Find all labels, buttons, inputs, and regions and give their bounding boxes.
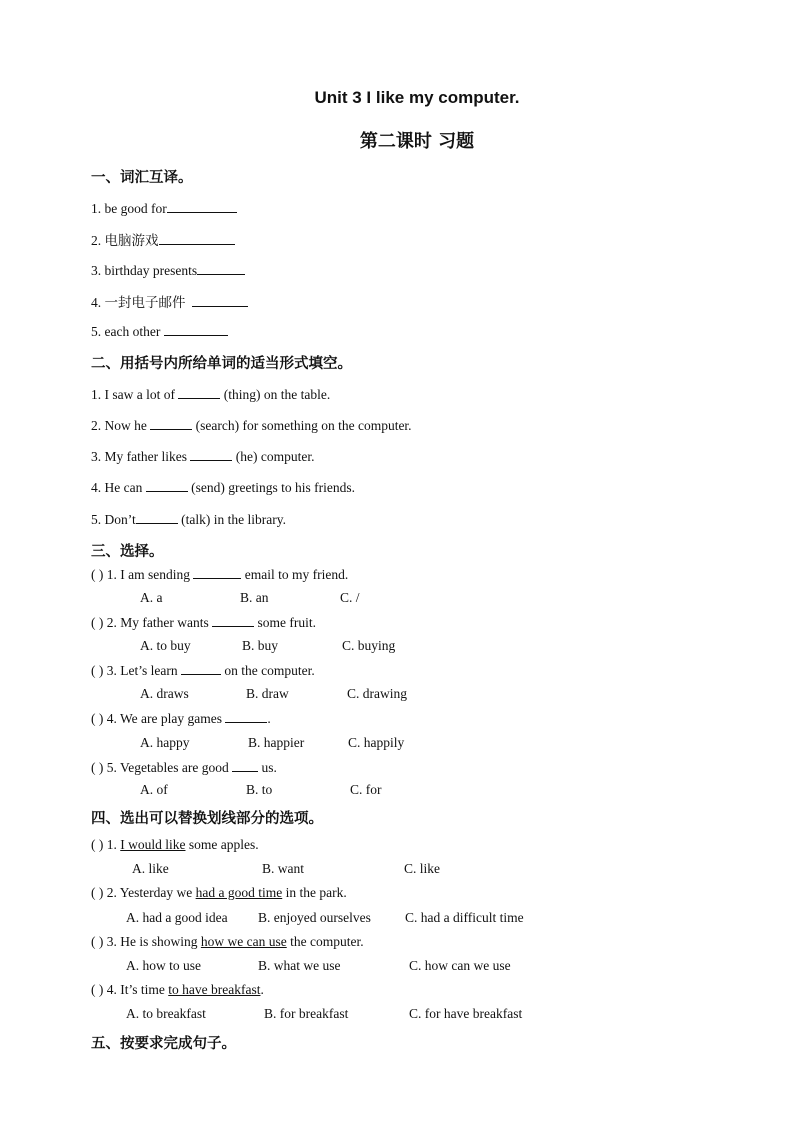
s4-q1-post: some apples. bbox=[188, 837, 259, 852]
s4-q3-option-c[interactable]: C. how can we use bbox=[409, 958, 511, 973]
answer-blank bbox=[193, 565, 241, 579]
s3-question-4 bbox=[91, 709, 271, 727]
s4-q3-pre: 3. He is showing bbox=[106, 934, 198, 949]
s4-q4-option-b[interactable]: B. for breakfast bbox=[264, 1006, 349, 1021]
s4-q2-underlined: had a good time bbox=[195, 885, 283, 900]
s3-q3-option-a[interactable]: A. draws bbox=[140, 686, 189, 701]
s3-q4-option-c[interactable]: C. happily bbox=[348, 735, 405, 750]
s2-item-2-pre: 2. Now he bbox=[91, 418, 147, 433]
answer-blank[interactable] bbox=[197, 261, 245, 275]
s3-q4-option-a[interactable]: A. happy bbox=[140, 735, 190, 750]
s1-item-1 bbox=[91, 199, 237, 217]
s4-q2-option-a[interactable]: A. had a good idea bbox=[126, 910, 228, 925]
s1-item-3-text: 3. birthday presents bbox=[91, 263, 198, 278]
s2-item-5-pre: 5. Don’t bbox=[91, 512, 136, 527]
answer-blank[interactable] bbox=[136, 510, 178, 524]
answer-blank[interactable] bbox=[192, 293, 248, 307]
s4-q1-option-b[interactable]: B. want bbox=[262, 861, 304, 876]
s3-q3-post: on the computer. bbox=[224, 663, 315, 678]
s4-question-3 bbox=[91, 934, 364, 950]
s4-q2-post: in the park. bbox=[285, 885, 347, 900]
s1-item-5-text: 5. each other bbox=[91, 324, 161, 339]
answer-blank[interactable] bbox=[159, 231, 235, 245]
s3-q5-option-c[interactable]: C. for bbox=[350, 782, 382, 797]
s3-q5-option-a[interactable]: A. of bbox=[140, 782, 168, 797]
s3-q3-pre: 3. Let’s learn bbox=[106, 663, 178, 678]
s4-q4-post: . bbox=[260, 982, 264, 997]
s1-item-2 bbox=[91, 229, 235, 249]
answer-paren[interactable]: ( ) bbox=[91, 711, 104, 726]
section-1-heading: 一、词汇互译。 bbox=[91, 170, 193, 186]
answer-blank[interactable] bbox=[150, 416, 192, 430]
answer-blank[interactable] bbox=[164, 322, 228, 336]
answer-paren[interactable]: ( ) bbox=[91, 760, 104, 775]
page-title: Unit 3 I like my computer. bbox=[314, 88, 520, 107]
s3-question-2 bbox=[91, 613, 316, 631]
s3-q2-option-c[interactable]: C. buying bbox=[342, 638, 396, 653]
s3-q2-option-b[interactable]: B. buy bbox=[242, 638, 279, 653]
s2-item-2 bbox=[91, 416, 412, 434]
s2-item-1-post: (thing) on the table. bbox=[223, 387, 331, 402]
s4-q4-pre: 4. It’s time bbox=[106, 982, 165, 997]
answer-paren[interactable]: ( ) bbox=[91, 837, 104, 852]
s4-question-1 bbox=[91, 837, 259, 853]
s3-q1-pre: 1. I am sending bbox=[106, 567, 190, 582]
s2-item-4-post: (send) greetings to his friends. bbox=[191, 480, 355, 495]
answer-blank bbox=[225, 709, 267, 723]
s2-item-4 bbox=[91, 478, 355, 496]
s4-q1-option-a[interactable]: A. like bbox=[132, 861, 169, 876]
s3-q5-post: us. bbox=[261, 760, 277, 775]
s2-item-1-pre: 1. I saw a lot of bbox=[91, 387, 175, 402]
answer-blank[interactable] bbox=[167, 199, 237, 213]
s3-q4-pre: 4. We are play games bbox=[106, 711, 222, 726]
section-3-heading: 三、选择。 bbox=[91, 544, 164, 560]
answer-blank bbox=[212, 613, 254, 627]
section-4-heading: 四、选出可以替换划线部分的选项。 bbox=[91, 811, 323, 827]
s4-question-4 bbox=[91, 982, 264, 998]
s3-q2-pre: 2. My father wants bbox=[106, 615, 209, 630]
answer-paren[interactable]: ( ) bbox=[91, 663, 104, 678]
s3-q4-option-b[interactable]: B. happier bbox=[248, 735, 305, 750]
s1-item-4-num: 4. bbox=[91, 295, 102, 310]
answer-paren[interactable]: ( ) bbox=[91, 567, 104, 582]
s1-item-3 bbox=[91, 261, 245, 279]
s1-item-4-text: 一封电子邮件 bbox=[104, 295, 186, 311]
s3-q1-post: email to my friend. bbox=[244, 567, 349, 582]
s4-q4-option-a[interactable]: A. to breakfast bbox=[126, 1006, 206, 1021]
s2-item-1 bbox=[91, 385, 330, 403]
answer-blank[interactable] bbox=[190, 447, 232, 461]
s3-question-1 bbox=[91, 565, 348, 583]
answer-blank[interactable] bbox=[146, 478, 188, 492]
s2-item-3-post: (he) computer. bbox=[235, 449, 315, 464]
s3-q3-option-b[interactable]: B. draw bbox=[246, 686, 289, 701]
answer-paren[interactable]: ( ) bbox=[91, 885, 104, 900]
s2-item-5 bbox=[91, 510, 286, 528]
s4-q4-underlined: to have breakfast bbox=[168, 982, 261, 997]
s3-q3-option-c[interactable]: C. drawing bbox=[347, 686, 407, 701]
s4-q3-option-b[interactable]: B. what we use bbox=[258, 958, 341, 973]
s1-item-5 bbox=[91, 322, 228, 340]
s4-q2-option-c[interactable]: C. had a difficult time bbox=[405, 910, 524, 925]
answer-paren[interactable]: ( ) bbox=[91, 615, 104, 630]
s4-q3-underlined: how we can use bbox=[200, 934, 287, 949]
s4-q4-option-c[interactable]: C. for have breakfast bbox=[409, 1006, 523, 1021]
s4-q2-pre: 2. Yesterday we bbox=[106, 885, 193, 900]
answer-blank bbox=[232, 758, 258, 772]
section-5-heading: 五、按要求完成句子。 bbox=[91, 1036, 236, 1052]
s3-question-5 bbox=[91, 758, 277, 776]
page-subtitle: 第二课时 习题 bbox=[359, 131, 475, 152]
s2-item-4-pre: 4. He can bbox=[91, 480, 143, 495]
answer-paren[interactable]: ( ) bbox=[91, 934, 104, 949]
s3-q1-option-c[interactable]: C. / bbox=[340, 590, 360, 605]
s3-q2-post: some fruit. bbox=[257, 615, 316, 630]
s1-item-2-num: 2. bbox=[91, 233, 102, 248]
s4-question-2 bbox=[91, 885, 347, 901]
answer-paren[interactable]: ( ) bbox=[91, 982, 104, 997]
s1-item-2-text: 电脑游戏 bbox=[104, 233, 159, 249]
s3-q2-option-a[interactable]: A. to buy bbox=[140, 638, 191, 653]
s4-q3-post: the computer. bbox=[290, 934, 364, 949]
s3-q1-option-b[interactable]: B. an bbox=[240, 590, 269, 605]
s4-q2-option-b[interactable]: B. enjoyed ourselves bbox=[258, 910, 371, 925]
answer-blank bbox=[181, 661, 221, 675]
s2-item-2-post: (search) for something on the computer. bbox=[195, 418, 412, 433]
s4-q1-underlined: I would like bbox=[120, 837, 186, 852]
s3-q4-post: . bbox=[267, 711, 271, 726]
s2-item-3-pre: 3. My father likes bbox=[91, 449, 187, 464]
s2-item-3 bbox=[91, 447, 314, 465]
s3-q1-option-a[interactable]: A. a bbox=[140, 590, 163, 605]
s4-q1-pre: 1. bbox=[106, 837, 117, 852]
s3-question-3 bbox=[91, 661, 315, 679]
s1-item-4 bbox=[91, 291, 248, 311]
s3-q5-option-b[interactable]: B. to bbox=[246, 782, 273, 797]
s4-q3-option-a[interactable]: A. how to use bbox=[126, 958, 201, 973]
s2-item-5-post: (talk) in the library. bbox=[181, 512, 286, 527]
answer-blank[interactable] bbox=[178, 385, 220, 399]
s3-q5-pre: 5. Vegetables are good bbox=[106, 760, 229, 775]
section-2-heading: 二、用括号内所给单词的适当形式填空。 bbox=[91, 356, 352, 372]
s1-item-1-text: 1. be good for bbox=[91, 201, 167, 216]
s4-q1-option-c[interactable]: C. like bbox=[404, 861, 440, 876]
